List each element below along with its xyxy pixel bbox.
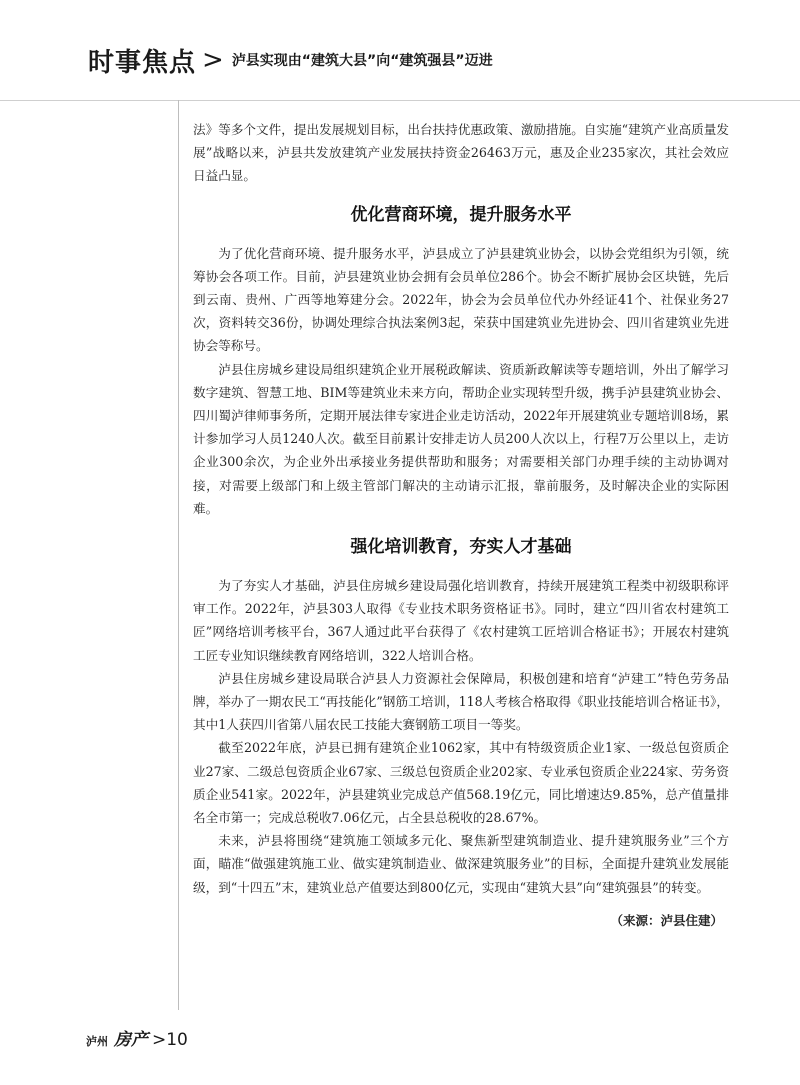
intro-paragraph: 法》等多个文件，提出发展规划目标，出台扶持优惠政策、激励措施。自实施“建筑产业高质量发展”战略以来，泸县共发放建筑产业发展扶持资金26463万元，惠及企业235家次，其社会效应日益凸显。 [193, 122, 729, 184]
margin-rule [178, 100, 179, 1010]
section-heading-2: 强化培训教育，夯实人才基础 [350, 537, 572, 558]
paragraph: 为了夯实人才基础，泸县住房城乡建设局强化培训教育，持续开展建筑工程类中初级职称评审工作。2022年，泸县303人取得《专业技术职务资格证书》。同时，建立“四川省农村建筑工匠”网络培训考核平台，367人通过此平台获得了《农村建筑工匠培训合格证书》；开展农村建筑工匠专业知识继续教育网络培训，322人培训合格。 [193, 578, 729, 663]
page-number: >10 [152, 1030, 188, 1050]
paragraph: 泸县住房城乡建设局联合泸县人力资源社会保障局，积极创建和培育“泸建工”特色劳务品牌，举办了一期农民工“再技能化”钢筋工培训，118人考核合格取得《职业技能培训合格证书》，其中1人获四川省第八届农民工技能大赛钢筋工项目一等奖。 [193, 670, 729, 733]
paragraph: 为了优化营商环境、提升服务水平，泸县成立了泸县建筑业协会，以协会党组织为引领，统筹协会各项工作。目前，泸县建筑业协会拥有会员单位286个。协会不断扩展协会区块链，先后到云南、贵州、广西等地筹建分会。2022年，协会为会员单位代办外经证41个、社保业务27次，资料转交36份，协调处理综合执法案例3起，荣获中国建筑业先进协会、四川省建筑业先进协会等称号。 [193, 245, 729, 354]
section-heading-1: 优化营商环境，提升服务水平 [350, 204, 572, 225]
article-subtitle: 泸县实现由“建筑大县”向“建筑强县”迈进 [231, 53, 493, 69]
paragraph: 未来，泸县将围绕“建筑施工领域多元化、聚焦新型建筑制造业、提升建筑服务业”三个方面，瞄准“做强建筑施工业、做实建筑制造业、做深建筑服务业”的目标，全面提升建筑业发展能级，到“十四五”末，建筑业总产值要达到800亿元，实现由“建筑大县”向“建筑强县”的转变。 [193, 833, 729, 895]
source-credit: （来源：泸县住建） [610, 912, 723, 928]
article-body [193, 118, 729, 932]
magazine-logo-small: 泸州 [86, 1035, 108, 1048]
paragraph: 截至2022年底，泸县已拥有建筑企业1062家，其中有特级资质企业1家、一级总包资质企业27家、二级总包资质企业67家、三级总包资质企业202家、专业承包资质企业224家、劳务资质企业541家。2022年，泸县建筑业完成总产值568.19亿元，同比增速达9.85%，总产值量排名全市第一；完成总税收7.06亿元，占全县总税收的28.67%。 [193, 740, 729, 826]
page-footer [86, 1025, 188, 1050]
page-header [0, 32, 800, 88]
magazine-logo-script: 房产 [114, 1030, 148, 1050]
paragraph: 泸县住房城乡建设局组织建筑企业开展税政解读、资质新政解读等专题培训，外出了解学习数字建筑、智慧工地、BIM等建筑业未来方向，帮助企业实现转型升级，携手泸县建筑业协会、四川蜀泸律师事务所，定期开展法律专家进企业走访活动，2022年开展建筑业专题培训8场，累计参加学习人员1240人次。截至目前累计安排走访人员200人次以上，行程7万公里以上，走访企业300余次，为企业外出承接业务提供帮助和服务；对需要相关部门办理手续的主动协调对接，对需要上级部门和上级主管部门解决的主动请示汇报，靠前服务，及时解决企业的实际困难。 [193, 361, 729, 516]
chevron-right-icon: > [202, 45, 224, 75]
section-title: 时事焦点 [88, 47, 197, 78]
header-divider [0, 100, 800, 101]
